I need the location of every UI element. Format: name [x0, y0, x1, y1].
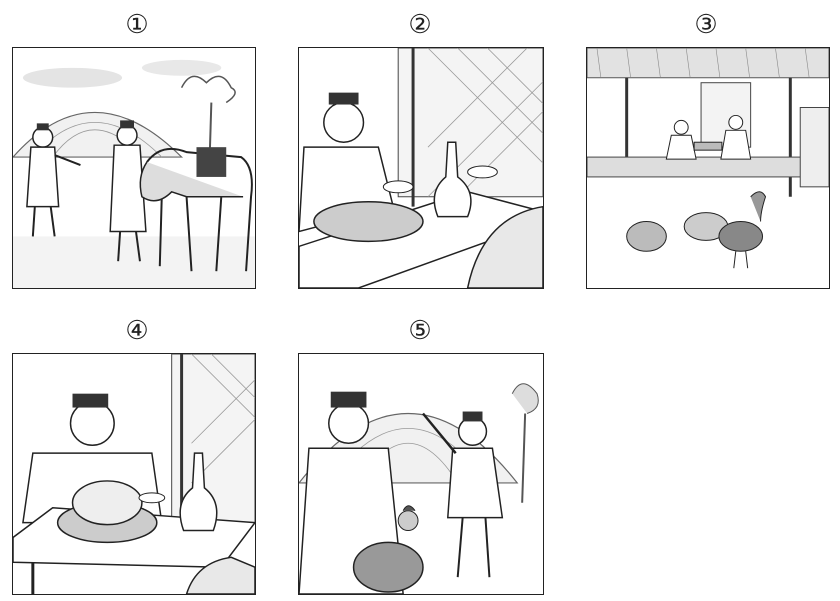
panel-4-drawing — [13, 354, 255, 594]
panel-5-number: ⑤ — [408, 316, 432, 346]
panel-2-illustration — [298, 47, 544, 289]
panel-3-illustration — [586, 47, 830, 289]
panel-1-illustration — [12, 47, 256, 289]
panel-1-number: ① — [125, 10, 149, 40]
panel-4-illustration — [12, 353, 256, 595]
panel-2-drawing — [299, 48, 543, 288]
panel-5-illustration — [298, 353, 544, 595]
panel-5-drawing — [299, 354, 543, 594]
panel-4-number: ④ — [125, 316, 149, 346]
panel-3-number: ③ — [694, 10, 718, 40]
panel-2-number: ② — [408, 10, 432, 40]
panel-3-drawing — [587, 48, 829, 288]
panel-1-drawing — [13, 48, 255, 288]
